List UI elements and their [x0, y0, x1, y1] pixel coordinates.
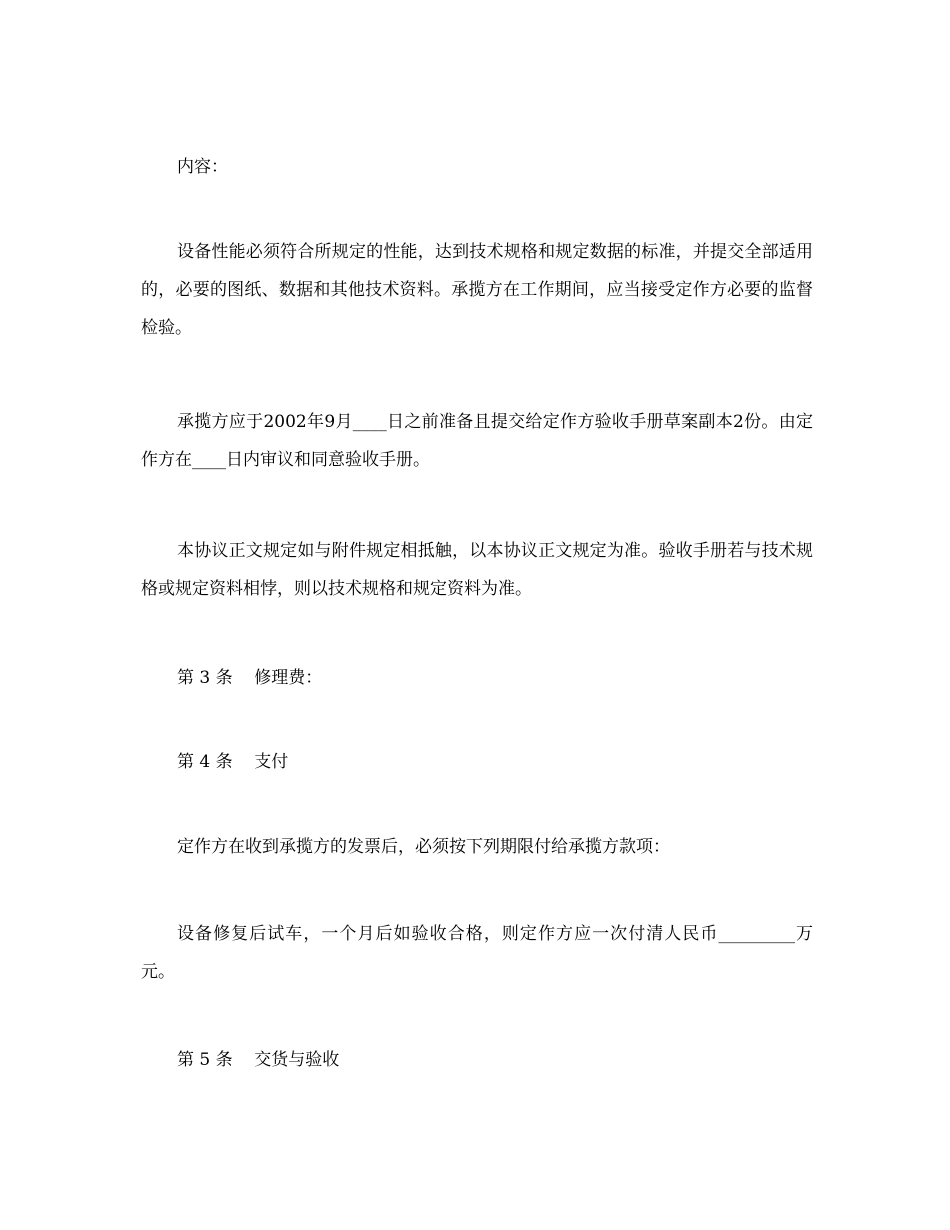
article-5-heading: 第 5 条 交货与验收	[177, 1050, 340, 1070]
article-3-heading: 第 3 条 修理费：	[177, 668, 323, 688]
paragraph-payment-terms: 定作方在收到承揽方的发票后，必须按下列期限付给承揽方款项：	[177, 837, 670, 857]
paragraph-acceptance-manual: 承揽方应于2002年9月____日之前准备且提交给定作方验收手册草案副本2份。由定作方在____日内审议和同意验收手册。	[141, 412, 813, 470]
article-4-heading: 第 4 条 支付	[177, 752, 289, 772]
paragraph-payment-amount: 设备修复后试车，一个月后如验收合格，则定作方应一次付清人民币_________万元。	[141, 924, 813, 982]
paragraph-precedence: 本协议正文规定如与附件规定相抵触，以本协议正文规定为准。验收手册若与技术规格或规定资料相悖，则以技术规格和规定资料为准。	[141, 541, 813, 599]
content-label: 内容：	[177, 157, 228, 177]
paragraph-performance-requirements: 设备性能必须符合所规定的性能，达到技术规格和规定数据的标准，并提交全部适用的，必要的图纸、数据和其他技术资料。承揽方在工作期间，应当接受定作方必要的监督检验。	[141, 242, 813, 338]
